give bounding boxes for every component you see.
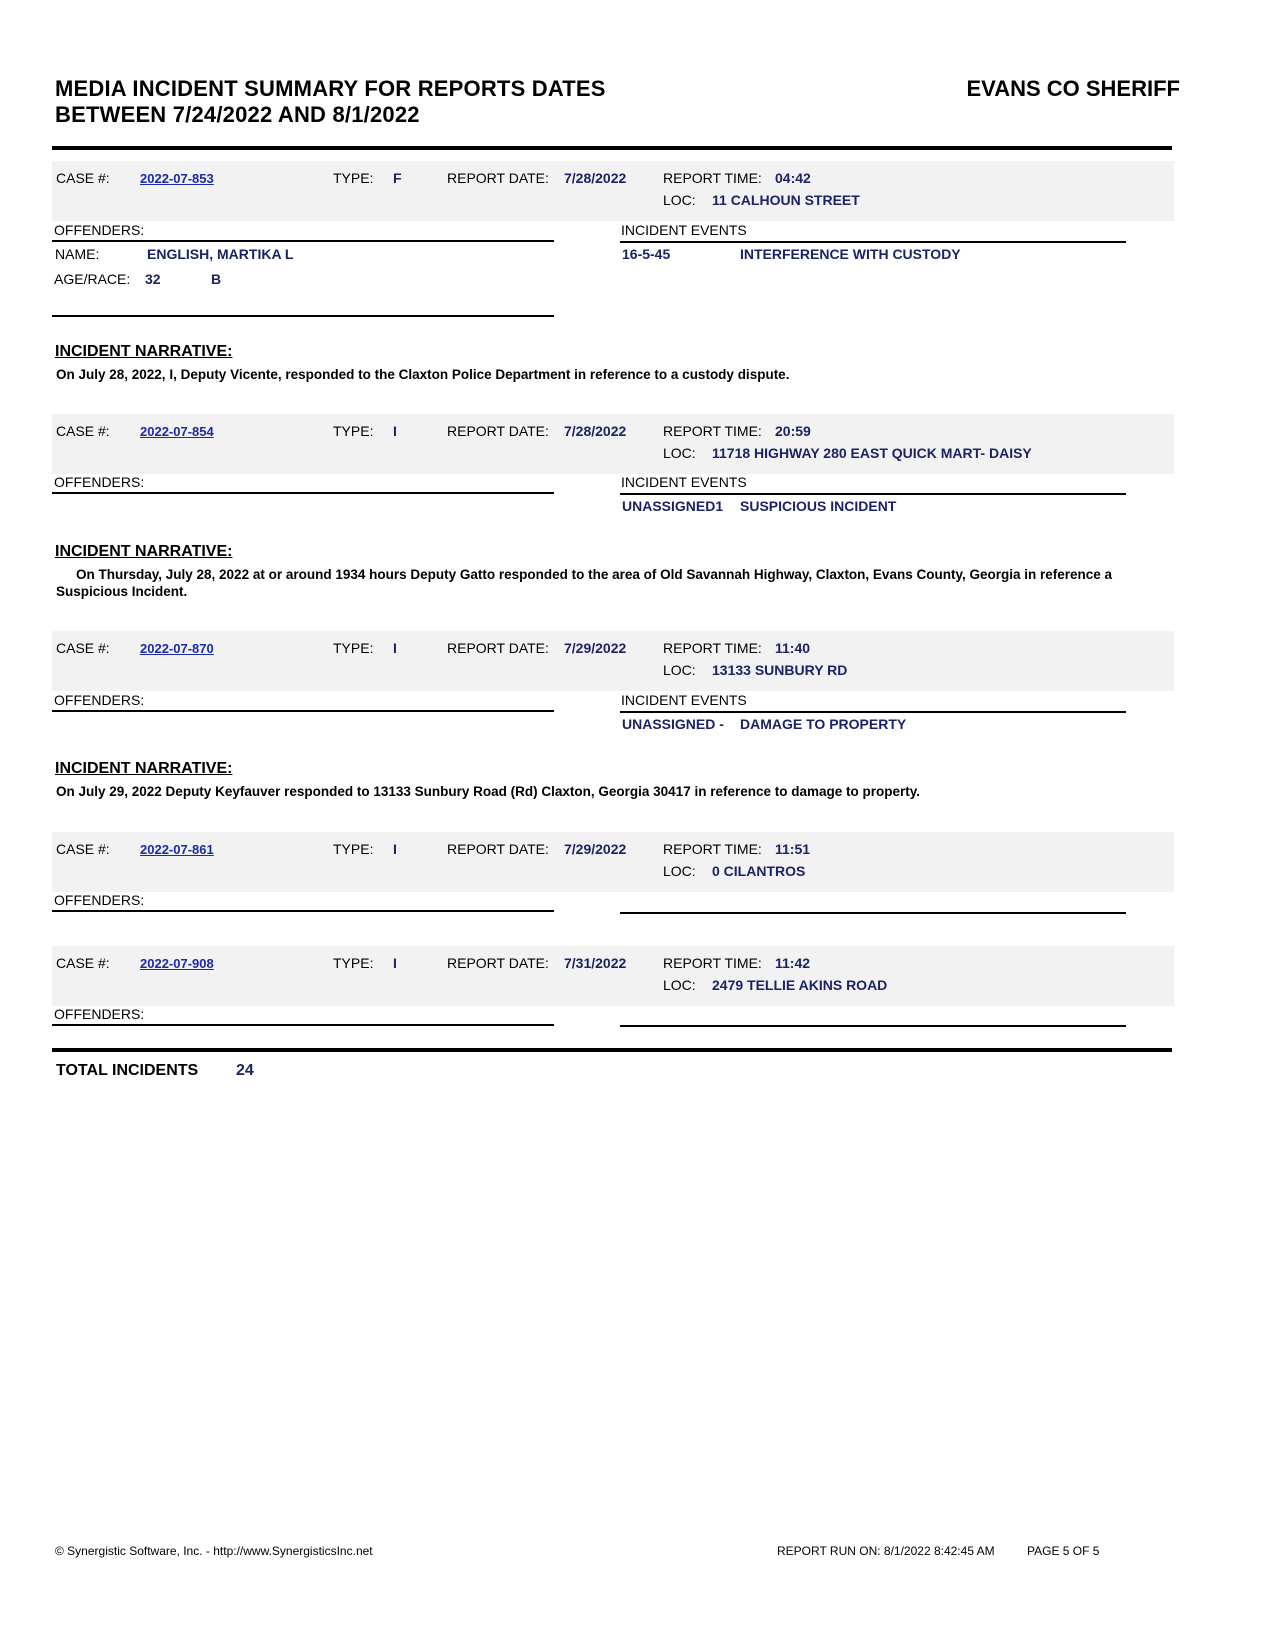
case-label: CASE #: <box>56 640 110 656</box>
event-code: UNASSIGNED1 <box>622 498 724 514</box>
type-label: TYPE: <box>333 423 374 439</box>
type-label: TYPE: <box>333 170 374 186</box>
total-incidents-value: 24 <box>236 1062 254 1079</box>
report-run-on: REPORT RUN ON: 8/1/2022 8:42:45 AM <box>777 1544 995 1558</box>
report-date-value: 7/28/2022 <box>564 170 627 186</box>
loc-value: 2479 TELLIE AKINS ROAD <box>712 977 888 993</box>
report-title <box>55 76 606 128</box>
offenders-label: OFFENDERS: <box>54 222 145 238</box>
report-date-label: REPORT DATE: <box>447 170 549 186</box>
report-title-line2: BETWEEN 7/24/2022 AND 8/1/2022 <box>55 102 420 127</box>
loc-value: 13133 SUNBURY RD <box>712 662 848 678</box>
loc-label: LOC: <box>663 662 696 678</box>
type-value: F <box>393 170 402 186</box>
type-value: I <box>393 640 397 656</box>
report-time-label: REPORT TIME: <box>663 170 762 186</box>
incident-events-label: INCIDENT EVENTS <box>621 474 747 490</box>
type-label: TYPE: <box>333 955 374 971</box>
case-label: CASE #: <box>56 170 110 186</box>
report-date-label: REPORT DATE: <box>447 640 549 656</box>
offenders-label: OFFENDERS: <box>54 1006 145 1022</box>
case-number-link[interactable]: 2022-07-853 <box>140 171 214 186</box>
loc-label: LOC: <box>663 863 696 879</box>
report-time-value: 20:59 <box>775 423 811 439</box>
narrative-text: On July 28, 2022, I, Deputy Vicente, responded to the Claxton Police Department in reference to a custody dispute. <box>56 367 790 382</box>
event-description: DAMAGE TO PROPERTY <box>740 716 907 732</box>
incident-events-label: INCIDENT EVENTS <box>621 222 747 238</box>
case-label: CASE #: <box>56 423 110 439</box>
report-time-label: REPORT TIME: <box>663 640 762 656</box>
offender-end-rule <box>52 315 554 317</box>
report-date-label: REPORT DATE: <box>447 423 549 439</box>
type-value: I <box>393 955 397 971</box>
type-value: I <box>393 841 397 857</box>
incident-events-rule <box>620 711 1126 713</box>
narrative-heading: INCIDENT NARRATIVE: <box>55 760 233 777</box>
incident-events-label: INCIDENT EVENTS <box>621 692 747 708</box>
report-date-label: REPORT DATE: <box>447 841 549 857</box>
event-code: 16-5-45 <box>622 246 671 262</box>
report-date-value: 7/28/2022 <box>564 423 627 439</box>
offenders-rule <box>52 1024 554 1026</box>
offenders-label: OFFENDERS: <box>54 892 145 908</box>
type-label: TYPE: <box>333 841 374 857</box>
report-date-value: 7/29/2022 <box>564 640 627 656</box>
loc-value: 0 CILANTROS <box>712 863 806 879</box>
loc-value: 11 CALHOUN STREET <box>712 192 860 208</box>
case-number-link[interactable]: 2022-07-908 <box>140 956 214 971</box>
incident-events-rule <box>620 912 1126 914</box>
type-label: TYPE: <box>333 640 374 656</box>
total-rule <box>52 1048 1172 1052</box>
page-number: PAGE 5 OF 5 <box>1027 1544 1100 1558</box>
narrative-text: On July 29, 2022 Deputy Keyfauver responded to 13133 Sunbury Road (Rd) Claxton, Georgia 30417 in reference to damage to property. <box>56 784 920 799</box>
loc-label: LOC: <box>663 977 696 993</box>
offenders-rule <box>52 910 554 912</box>
event-description: SUSPICIOUS INCIDENT <box>740 498 897 514</box>
offenders-rule <box>52 492 554 494</box>
loc-label: LOC: <box>663 445 696 461</box>
report-date-value: 7/31/2022 <box>564 955 627 971</box>
case-number-link[interactable]: 2022-07-861 <box>140 842 214 857</box>
narrative-heading: INCIDENT NARRATIVE: <box>55 343 233 360</box>
report-date-label: REPORT DATE: <box>447 955 549 971</box>
type-value: I <box>393 423 397 439</box>
offenders-rule <box>52 240 554 242</box>
offender-name: ENGLISH, MARTIKA L <box>147 246 294 262</box>
narrative-heading: INCIDENT NARRATIVE: <box>55 543 233 560</box>
case-number-link[interactable]: 2022-07-854 <box>140 424 214 439</box>
report-time-label: REPORT TIME: <box>663 423 762 439</box>
case-number-link[interactable]: 2022-07-870 <box>140 641 214 656</box>
report-time-label: REPORT TIME: <box>663 955 762 971</box>
offender-age: 32 <box>145 271 161 287</box>
agency-name: EVANS CO SHERIFF <box>966 76 1180 101</box>
report-time-value: 11:42 <box>775 955 811 971</box>
case-label: CASE #: <box>56 841 110 857</box>
report-time-value: 04:42 <box>775 170 811 186</box>
incident-events-rule <box>620 241 1126 243</box>
offenders-label: OFFENDERS: <box>54 474 145 490</box>
event-description: INTERFERENCE WITH CUSTODY <box>740 246 961 262</box>
age-race-label: AGE/RACE: <box>54 271 131 287</box>
offenders-label: OFFENDERS: <box>54 692 145 708</box>
offender-race: B <box>211 271 222 287</box>
narrative-text: On Thursday, July 28, 2022 at or around 1934 hours Deputy Gatto responded to the area of Old Savannah Highway, Claxton, Evans County, Georgia in reference a Suspicious Incident. <box>56 567 1113 599</box>
report-date-value: 7/29/2022 <box>564 841 627 857</box>
total-incidents-label: TOTAL INCIDENTS <box>56 1062 199 1079</box>
report-time-label: REPORT TIME: <box>663 841 762 857</box>
offenders-rule <box>52 710 554 712</box>
report-time-value: 11:40 <box>775 640 811 656</box>
report-title-line1: MEDIA INCIDENT SUMMARY FOR REPORTS DATES <box>55 76 606 101</box>
loc-value: 11718 HIGHWAY 280 EAST QUICK MART- DAISY <box>712 445 1032 461</box>
incident-events-rule <box>620 1025 1126 1027</box>
copyright: © Synergistic Software, Inc. - http://www.SynergisticsInc.net <box>55 1544 373 1558</box>
name-label: NAME: <box>55 246 100 262</box>
case-label: CASE #: <box>56 955 110 971</box>
header-rule <box>52 146 1172 150</box>
event-code: UNASSIGNED - <box>622 716 724 732</box>
report-time-value: 11:51 <box>775 841 811 857</box>
incident-events-rule <box>620 493 1126 495</box>
loc-label: LOC: <box>663 192 696 208</box>
